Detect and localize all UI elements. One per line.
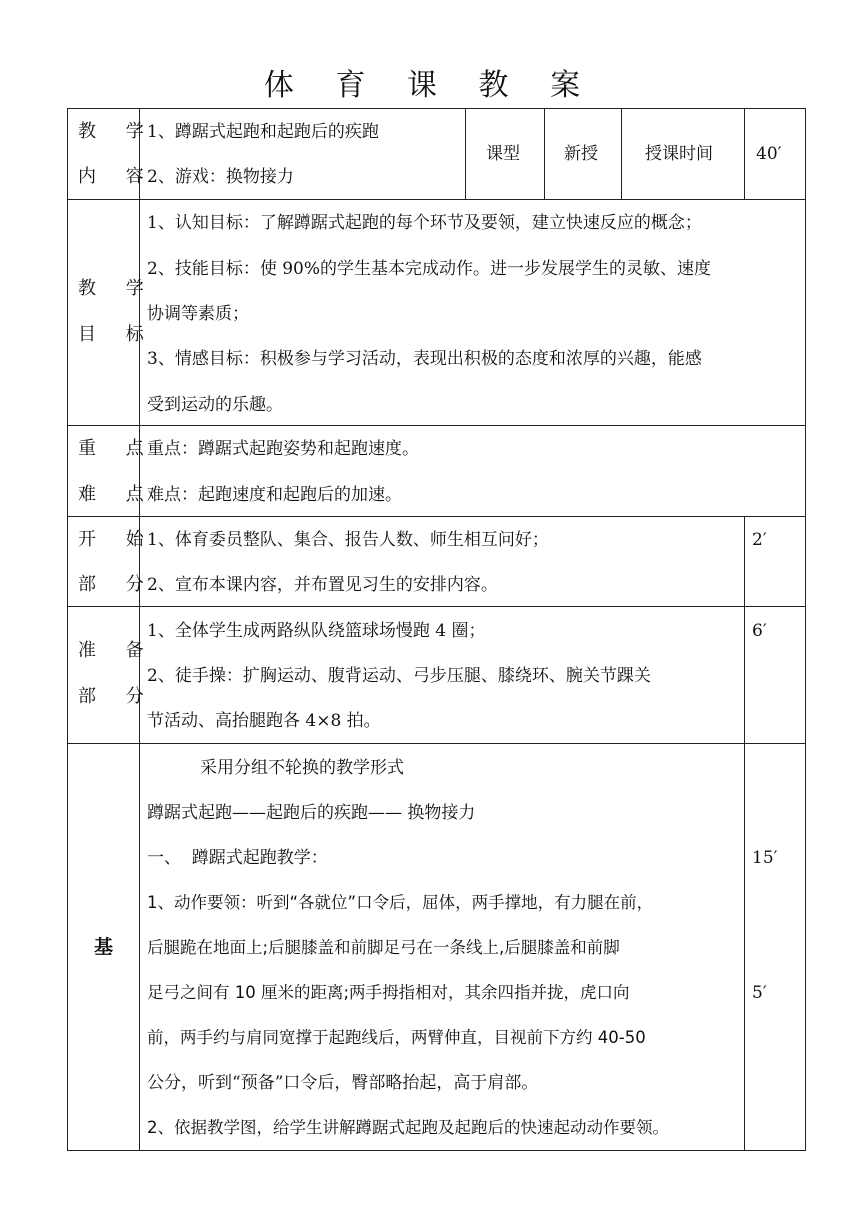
objective-line: 3、情感目标：积极参与学习活动，表现出积极的态度和浓厚的兴趣，能感 — [147, 349, 702, 369]
table-rule — [67, 743, 806, 744]
objective-line: 受到运动的乐趣。 — [147, 395, 283, 415]
basic-part-time: 15′ — [752, 848, 778, 868]
prep-part-line: 1、全体学生成两路纵队绕篮球场慢跑 4 圈； — [147, 621, 486, 641]
content-label: 内 容 — [78, 166, 156, 187]
start-part-line: 1、体育委员整队、集合、报告人数、师生相互问好； — [147, 530, 549, 550]
table-rule — [544, 108, 545, 200]
start-part-label: 开 始 — [78, 529, 156, 550]
objective-line: 1、认知目标：了解蹲踞式起跑的每个环节及要领，建立快速反应的概念； — [147, 213, 702, 233]
prep-part-line: 节活动、高抬腿跑各 4×8 拍。 — [147, 711, 381, 731]
content-item: 2、游戏：换物接力 — [147, 167, 294, 187]
objectives-label: 教 学 — [78, 278, 156, 299]
basic-part-line: 前，两手约与肩同宽撑于起跑线后，两臂伸直，目视前下方约 40-50 — [147, 1028, 646, 1047]
basic-part-line: 足弓之间有 10 厘米的距离;两手拇指相对，其余四指并拢，虎口向 — [147, 983, 630, 1002]
prep-part-label: 部 分 — [78, 686, 156, 707]
table-rule — [805, 108, 806, 1151]
table-rule — [744, 516, 745, 1151]
content-item: 1、蹲踞式起跑和起跑后的疾跑 — [147, 122, 379, 142]
prep-part-line: 2、徒手操：扩胸运动、腹背运动、弓步压腿、膝绕环、腕关节踝关 — [147, 666, 651, 686]
objectives-label: 目 标 — [78, 324, 156, 345]
basic-part-line: 后腿跪在地面上;后腿膝盖和前脚足弓在一条线上,后腿膝盖和前脚 — [147, 938, 620, 957]
table-rule — [465, 108, 466, 200]
basic-part-time: 5′ — [752, 983, 767, 1003]
prep-part-time: 6′ — [752, 621, 767, 641]
table-rule — [67, 108, 806, 109]
basic-part-line: 1、动作要领：听到“各就位”口令后，屈体，两手撑地，有力腿在前， — [147, 893, 654, 912]
table-rule — [67, 425, 806, 426]
content-label: 教 学 — [78, 121, 156, 142]
table-rule — [67, 1150, 806, 1151]
table-rule — [139, 108, 140, 1151]
lesson-time-label: 授课时间 — [645, 144, 713, 164]
page-title: 体 育 课 教 案 — [263, 68, 597, 103]
prep-part-label: 准 备 — [78, 640, 156, 661]
difficulty-line: 难点：起跑速度和起跑后的加速。 — [147, 485, 402, 505]
start-part-label: 部 分 — [78, 574, 156, 595]
basic-part-line: 2、依据教学图，给学生讲解蹲踞式起跑及起跑后的快速起动动作要领。 — [147, 1118, 669, 1137]
table-rule — [67, 606, 806, 607]
table-rule — [67, 516, 806, 517]
objective-line: 2、技能目标：使 90%的学生基本完成动作。进一步发展学生的灵敏、速度 — [147, 259, 712, 279]
basic-part-line: 一、 蹲踞式起跑教学： — [147, 848, 328, 868]
basic-part-line: 采用分组不轮换的教学形式 — [200, 758, 404, 778]
lesson-type-label: 课型 — [486, 144, 520, 164]
lesson-time-value: 40′ — [756, 144, 782, 164]
basic-part-line: 蹲踞式起跑——起跑后的疾跑—— 换物接力 — [147, 803, 476, 823]
table-rule — [621, 108, 622, 200]
key-points-label: 难 点 — [78, 484, 156, 505]
table-rule — [67, 108, 68, 1151]
table-rule — [67, 199, 806, 200]
basic-part-label: 基 — [94, 936, 114, 958]
lesson-type-value: 新授 — [564, 144, 598, 164]
start-part-time: 2′ — [752, 530, 767, 550]
table-rule — [744, 108, 745, 200]
basic-part-line: 公分，听到“预备”口令后，臀部略抬起，高于肩部。 — [147, 1073, 539, 1093]
key-points-label: 重 点 — [78, 438, 156, 459]
objective-line: 协调等素质； — [147, 304, 249, 324]
key-point-line: 重点：蹲踞式起跑姿势和起跑速度。 — [147, 439, 419, 459]
start-part-line: 2、宣布本课内容，并布置见习生的安排内容。 — [147, 575, 498, 595]
